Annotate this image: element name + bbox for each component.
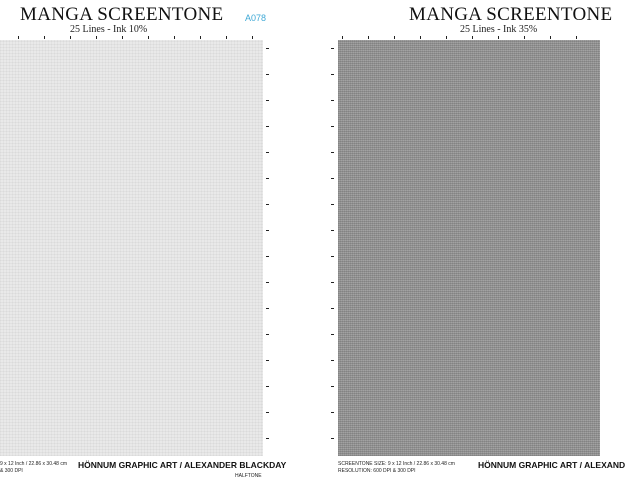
crop-tick	[266, 48, 269, 49]
sheet-title: MANGA SCREENTONE	[409, 4, 613, 25]
crop-tick	[331, 74, 334, 75]
spec-resolution: RESOLUTION: 600 DPI & 300 DPI	[338, 468, 416, 474]
crop-tick	[148, 36, 149, 39]
crop-tick	[252, 36, 253, 39]
crop-tick	[446, 36, 447, 39]
screentone-panel-dark	[338, 40, 600, 456]
crop-tick	[524, 36, 525, 39]
screentone-sheet-35	[300, 0, 625, 500]
crop-tick	[18, 36, 19, 39]
crop-tick	[331, 204, 334, 205]
crop-tick	[44, 36, 45, 39]
crop-tick	[266, 334, 269, 335]
crop-tick	[331, 126, 334, 127]
sheet-title: MANGA SCREENTONE	[20, 4, 224, 25]
screentone-panel-light	[0, 40, 263, 456]
crop-tick	[266, 438, 269, 439]
crop-tick	[266, 308, 269, 309]
crop-tick	[122, 36, 123, 39]
crop-tick	[266, 126, 269, 127]
crop-tick	[331, 360, 334, 361]
crop-tick	[331, 100, 334, 101]
screentone-sheet-10	[0, 0, 300, 500]
crop-tick	[331, 230, 334, 231]
brand-credit: HÖNNUM GRAPHIC ART / ALEXANDER BLACKDAY	[78, 460, 287, 470]
crop-tick	[266, 412, 269, 413]
crop-tick	[550, 36, 551, 39]
crop-tick	[342, 36, 343, 39]
crop-tick	[266, 74, 269, 75]
crop-tick	[226, 36, 227, 39]
crop-tick	[266, 204, 269, 205]
crop-tick	[331, 438, 334, 439]
crop-tick	[394, 36, 395, 39]
crop-tick	[420, 36, 421, 39]
sheet-code: A078	[245, 13, 267, 23]
crop-tick	[266, 152, 269, 153]
crop-tick	[266, 360, 269, 361]
crop-tick	[331, 48, 334, 49]
sheet-subtitle: 25 Lines - Ink 35%	[460, 24, 538, 35]
halftone-tag: HALFTONE	[235, 473, 262, 479]
crop-tick	[331, 412, 334, 413]
crop-tick	[266, 100, 269, 101]
crop-tick	[331, 256, 334, 257]
screentone-spec	[0, 461, 67, 475]
screentone-spec	[338, 461, 455, 475]
crop-tick	[331, 308, 334, 309]
crop-tick	[96, 36, 97, 39]
crop-tick	[266, 178, 269, 179]
spec-resolution: & 300 DPI	[0, 468, 23, 474]
crop-tick	[331, 178, 334, 179]
crop-tick	[174, 36, 175, 39]
crop-tick	[266, 256, 269, 257]
brand-credit: HÖNNUM GRAPHIC ART / ALEXAND	[478, 460, 625, 470]
crop-tick	[200, 36, 201, 39]
crop-tick	[472, 36, 473, 39]
crop-tick	[331, 334, 334, 335]
crop-tick	[576, 36, 577, 39]
spec-size: SCREENTONE SIZE: 9 x 12 Inch / 22.86 x 30.48 cm	[338, 461, 455, 467]
crop-tick	[266, 282, 269, 283]
crop-tick	[70, 36, 71, 39]
crop-tick	[368, 36, 369, 39]
crop-tick	[266, 386, 269, 387]
crop-tick	[331, 282, 334, 283]
crop-tick	[498, 36, 499, 39]
crop-tick	[331, 386, 334, 387]
spec-size: 9 x 12 Inch / 22.86 x 30.48 cm	[0, 461, 67, 467]
sheet-subtitle: 25 Lines - Ink 10%	[70, 24, 148, 35]
crop-tick	[266, 230, 269, 231]
crop-tick	[331, 152, 334, 153]
